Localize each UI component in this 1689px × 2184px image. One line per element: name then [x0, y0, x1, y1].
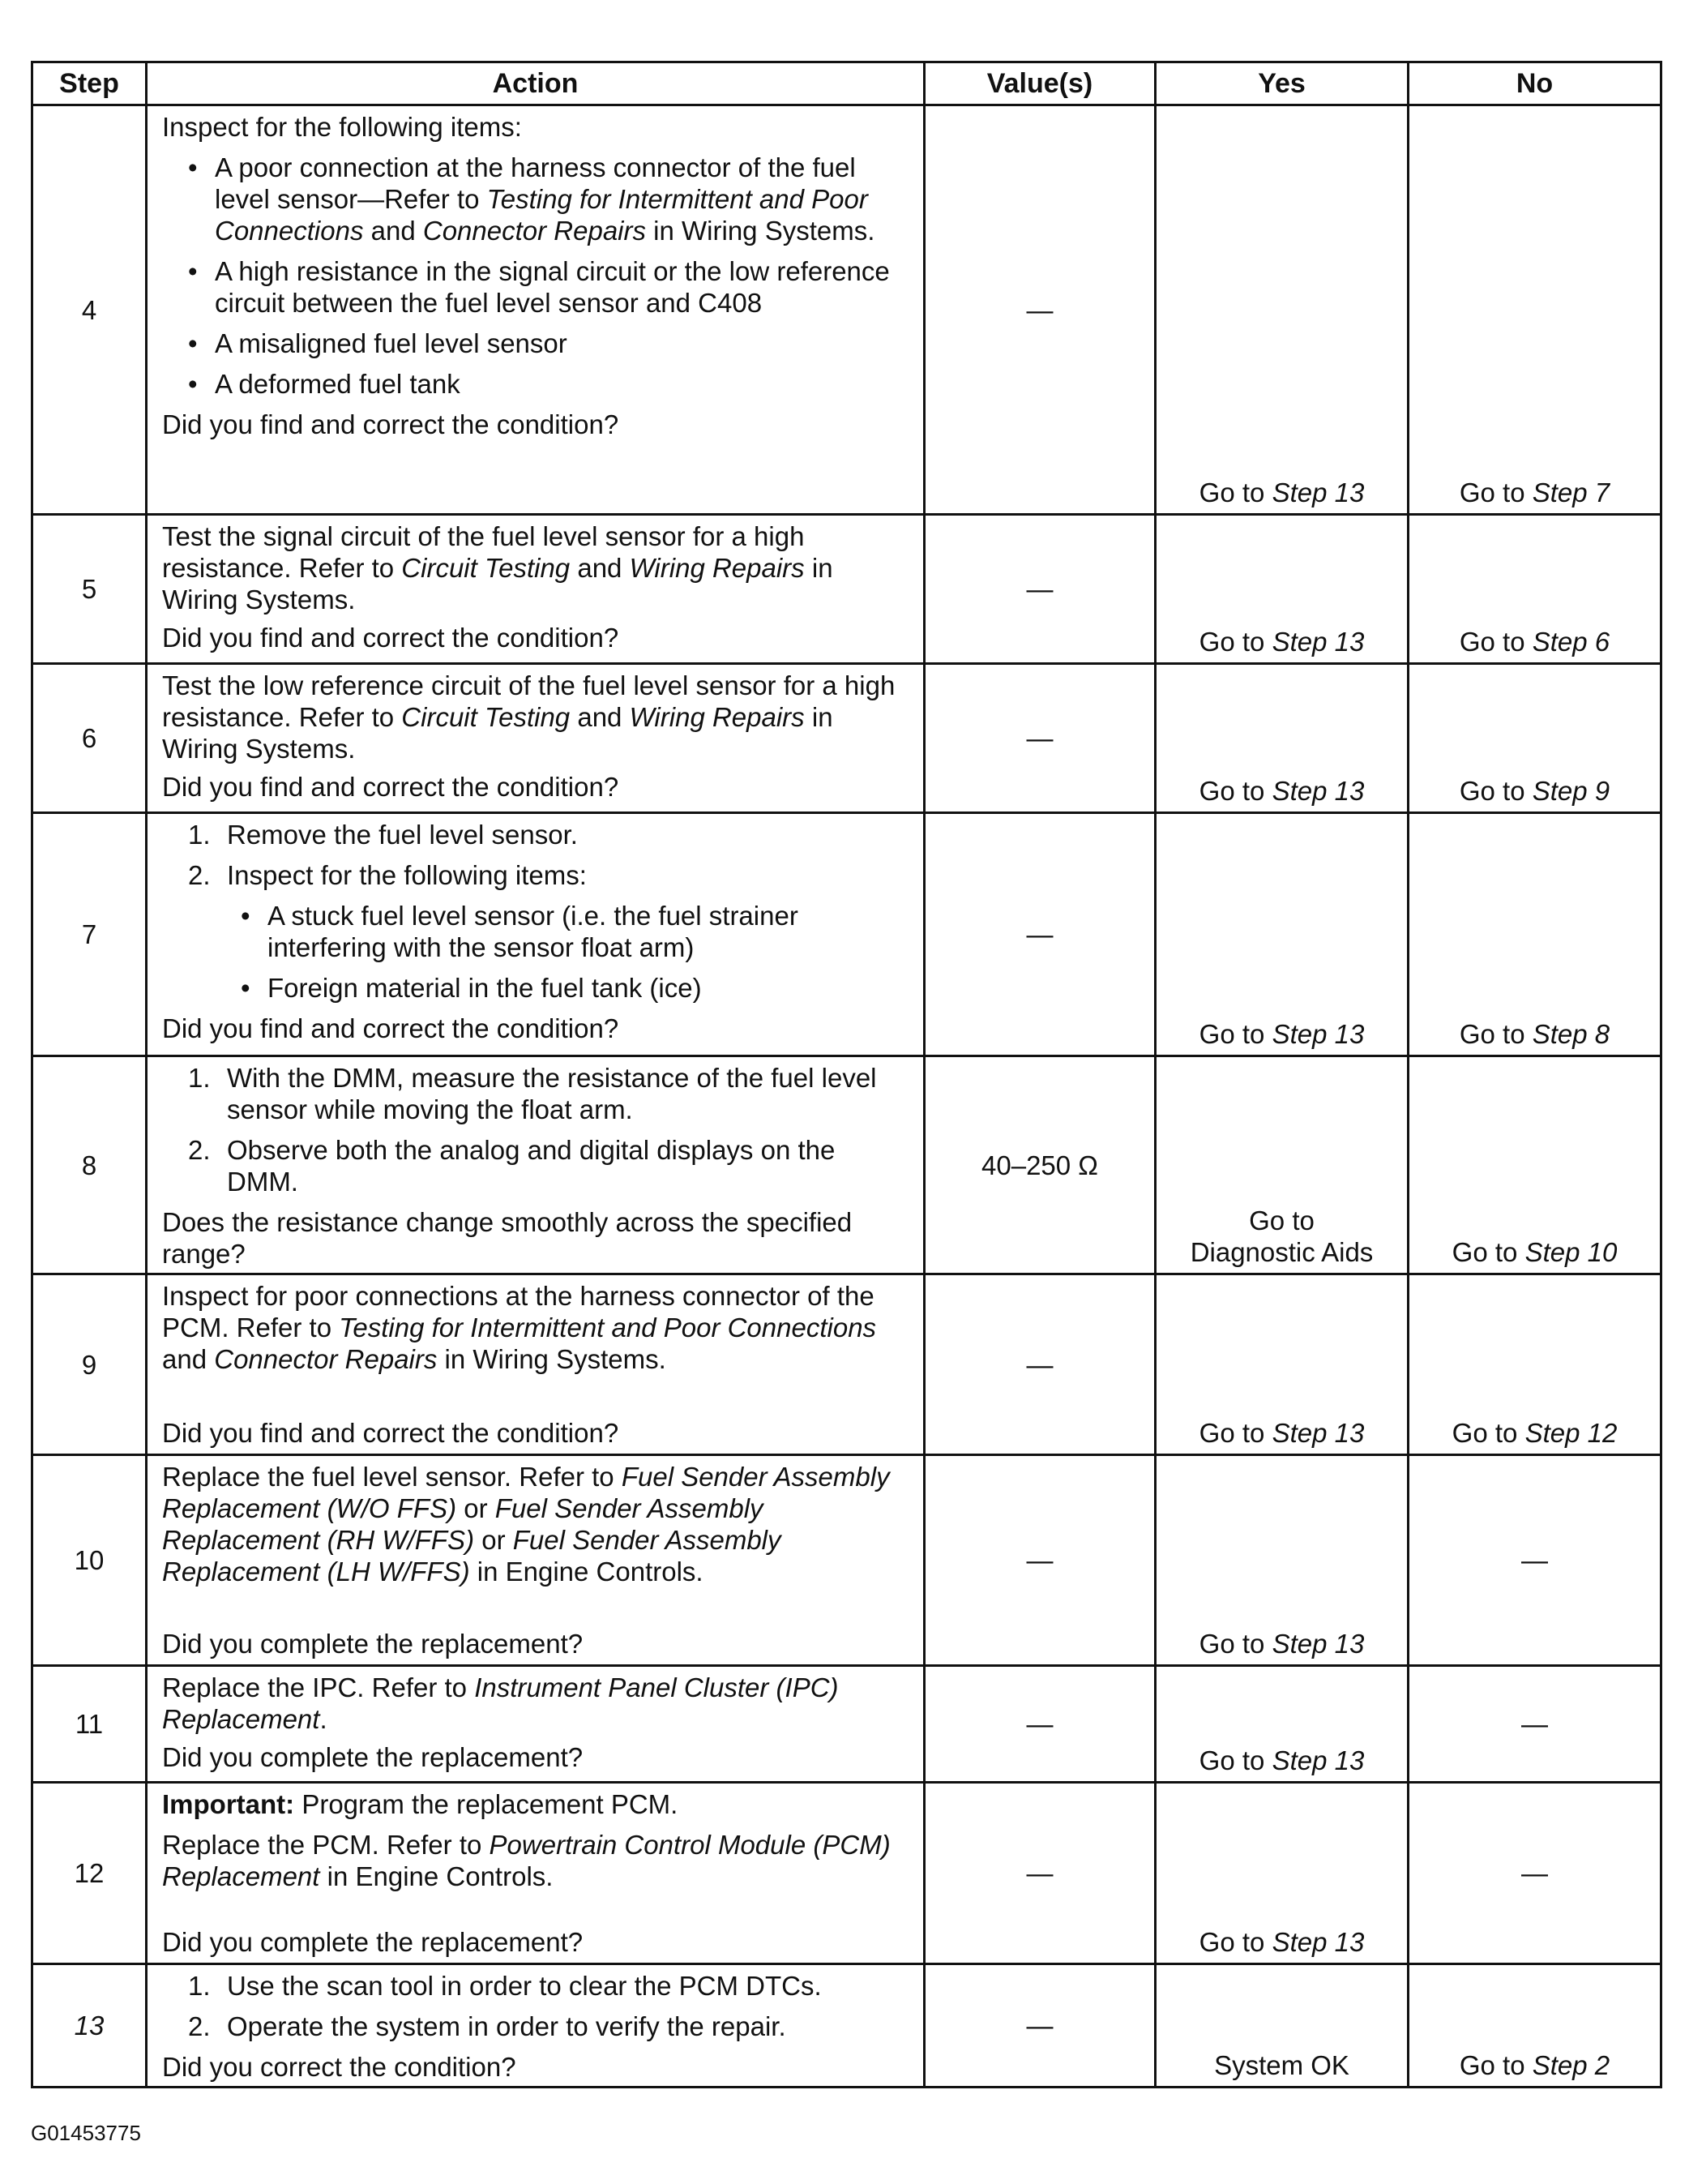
- table-row: [32, 1783, 1661, 1964]
- no-cell: —: [1409, 1783, 1661, 1964]
- question-text: Did you complete the replacement?: [162, 1742, 584, 1772]
- table-row: [32, 1056, 1661, 1274]
- step-link: Step 13: [1272, 1745, 1365, 1775]
- step-link: Step 13: [1272, 1629, 1365, 1659]
- numbered-item: 1. With the DMM, measure the resistance of the fuel level sensor while moving the float arm.: [188, 1063, 877, 1124]
- value-cell: —: [925, 1666, 1156, 1783]
- no-cell: Go to Step 8: [1409, 813, 1661, 1056]
- question-text: Did you complete the replacement?: [162, 1927, 584, 1957]
- table-row: [32, 813, 1661, 1056]
- question-text: Did you correct the condition?: [162, 2052, 516, 2082]
- no-cell: Go to Step 2: [1409, 1964, 1661, 2088]
- value-cell: —: [925, 813, 1156, 1056]
- value-cell: 40–250 Ω: [925, 1056, 1156, 1274]
- bullet-item: • A deformed fuel tank: [162, 368, 913, 400]
- action-text: Inspect for the following items:: [162, 112, 522, 142]
- table-row: [32, 1274, 1661, 1455]
- value-cell: —: [925, 664, 1156, 813]
- question-text: Did you find and correct the condition?: [162, 1418, 619, 1448]
- bullet-item: • A poor connection at the harness connector of the fuel level sensor—Refer to Testing for Intermittent and Poor Connections and Connector Repairs in Wiring Systems.: [162, 152, 913, 246]
- step-number: 12: [32, 1783, 147, 1964]
- step-number: 13: [32, 1964, 147, 2088]
- action-cell: [147, 515, 925, 664]
- yes-cell: Go to Diagnostic Aids: [1156, 1056, 1409, 1274]
- numbered-item: 2. Inspect for the following items:: [188, 860, 587, 890]
- action-cell: [147, 105, 925, 515]
- step-link: Step 9: [1532, 776, 1610, 806]
- table-row: [32, 105, 1661, 515]
- numbered-item: 2. Operate the system in order to verify the repair.: [188, 2011, 786, 2041]
- no-cell: —: [1409, 1666, 1661, 1783]
- value-cell: —: [925, 1964, 1156, 2088]
- action-cell: [147, 1666, 925, 1783]
- step-link: Step 13: [1272, 776, 1365, 806]
- numbered-item: 1. Use the scan tool in order to clear the PCM DTCs.: [188, 1971, 822, 2001]
- question-text: Did you complete the replacement?: [162, 1629, 584, 1659]
- header-values: Value(s): [925, 62, 1156, 105]
- question-text: Did you find and correct the condition?: [162, 623, 619, 653]
- header-step: Step: [32, 62, 147, 105]
- action-cell: [147, 813, 925, 1056]
- action-text: Replace the fuel level sensor. Refer to Fuel Sender Assembly Replacement (W/O FFS) or Fuel Sender Assembly Replacement (RH W/FFS) or Fuel Sender Assembly Replacement (LH W/FFS) in Engine Controls.: [162, 1462, 890, 1587]
- action-cell: [147, 1056, 925, 1274]
- table-row: [32, 1666, 1661, 1783]
- step-link: Step 7: [1532, 477, 1610, 507]
- yes-cell: Go to Step 13: [1156, 1783, 1409, 1964]
- step-link: Step 13: [1272, 477, 1365, 507]
- action-text: Replace the IPC. Refer to Instrument Panel Cluster (IPC) Replacement.: [162, 1672, 839, 1734]
- step-number: 11: [32, 1666, 147, 1783]
- step-link: Step 6: [1532, 627, 1610, 657]
- value-cell: —: [925, 1274, 1156, 1455]
- header-row: [32, 62, 1661, 105]
- yes-cell: Go to Step 13: [1156, 515, 1409, 664]
- numbered-item: 2. Observe both the analog and digital displays on the DMM.: [188, 1135, 836, 1197]
- step-link: Step 2: [1532, 2050, 1610, 2080]
- yes-cell: Go to Step 13: [1156, 1666, 1409, 1783]
- question-text: Did you find and correct the condition?: [162, 772, 619, 802]
- bullet-item: • A misaligned fuel level sensor: [162, 328, 913, 359]
- step-link: Step 13: [1272, 1927, 1365, 1957]
- value-cell: —: [925, 1783, 1156, 1964]
- table-row: [32, 1455, 1661, 1666]
- action-cell: [147, 1455, 925, 1666]
- step-link: Step 10: [1524, 1237, 1618, 1267]
- bullet-item: • A high resistance in the signal circuit or the low reference circuit between the fuel level sensor and C408: [162, 255, 913, 319]
- diagnostic-aids-link: Diagnostic Aids: [1190, 1237, 1374, 1267]
- yes-cell: System OK: [1156, 1964, 1409, 2088]
- question-text: Does the resistance change smoothly across the specified range?: [162, 1207, 853, 1269]
- no-cell: Go to Step 6: [1409, 515, 1661, 664]
- action-text: Test the signal circuit of the fuel level sensor for a high resistance. Refer to Circuit Testing and Wiring Repairs in Wiring Systems.: [162, 521, 833, 615]
- step-link: Step 13: [1272, 1418, 1365, 1448]
- yes-cell: Go to Step 13: [1156, 105, 1409, 515]
- question-text: Did you find and correct the condition?: [162, 1013, 619, 1043]
- yes-cell: Go to Step 13: [1156, 813, 1409, 1056]
- no-cell: Go to Step 9: [1409, 664, 1661, 813]
- action-cell: [147, 1783, 925, 1964]
- no-cell: Go to Step 10: [1409, 1056, 1661, 1274]
- no-cell: Go to Step 12: [1409, 1274, 1661, 1455]
- value-cell: —: [925, 1455, 1156, 1666]
- value-cell: —: [925, 105, 1156, 515]
- step-number: 4: [32, 105, 147, 515]
- table-row: [32, 1964, 1661, 2088]
- value-cell: —: [925, 515, 1156, 664]
- table-row: [32, 515, 1661, 664]
- header-action: Action: [147, 62, 925, 105]
- bullet-item: • A stuck fuel level sensor (i.e. the fuel strainer interfering with the sensor float arm): [162, 900, 913, 963]
- step-number: 5: [32, 515, 147, 664]
- yes-cell: Go to Step 13: [1156, 1455, 1409, 1666]
- question-text: Did you find and correct the condition?: [162, 409, 619, 439]
- step-number: 9: [32, 1274, 147, 1455]
- step-number: 6: [32, 664, 147, 813]
- action-cell: [147, 1964, 925, 2088]
- numbered-item: 1. Remove the fuel level sensor.: [188, 820, 578, 850]
- action-cell: [147, 1274, 925, 1455]
- step-number: 10: [32, 1455, 147, 1666]
- yes-cell: Go to Step 13: [1156, 664, 1409, 813]
- important-note: Important: Program the replacement PCM.: [162, 1789, 678, 1819]
- action-text: Inspect for poor connections at the harness connector of the PCM. Refer to Testing for Intermittent and Poor Connections and Connector Repairs in Wiring Systems.: [162, 1281, 877, 1374]
- no-cell: Go to Step 7: [1409, 105, 1661, 515]
- step-link: Step 13: [1272, 1019, 1365, 1049]
- figure-id: G01453775: [31, 2121, 141, 2145]
- step-link: Step 12: [1524, 1418, 1618, 1448]
- action-text: Replace the PCM. Refer to Powertrain Control Module (PCM) Replacement in Engine Controls.: [162, 1830, 891, 1891]
- action-text: Test the low reference circuit of the fuel level sensor for a high resistance. Refer to Circuit Testing and Wiring Repairs in Wiring Systems.: [162, 670, 896, 764]
- yes-cell: Go to Step 13: [1156, 1274, 1409, 1455]
- header-no: No: [1409, 62, 1661, 105]
- bullet-item: • Foreign material in the fuel tank (ice): [162, 972, 913, 1004]
- action-cell: [147, 664, 925, 813]
- table-row: [32, 664, 1661, 813]
- step-link: Step 8: [1532, 1019, 1610, 1049]
- step-number: 7: [32, 813, 147, 1056]
- diagnostic-table: [31, 61, 1662, 2088]
- step-number: 8: [32, 1056, 147, 1274]
- no-cell: —: [1409, 1455, 1661, 1666]
- step-link: Step 13: [1272, 627, 1365, 657]
- header-yes: Yes: [1156, 62, 1409, 105]
